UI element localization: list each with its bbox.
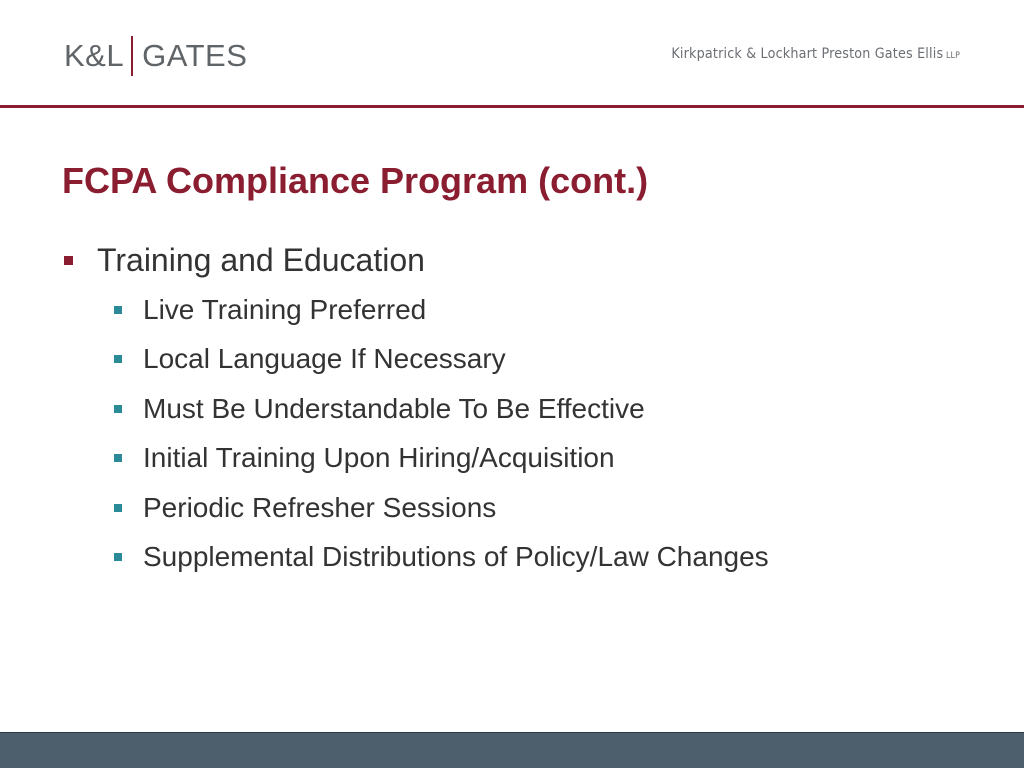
slide-content [62,238,962,582]
sub-bullet-item [114,483,962,533]
square-bullet-icon [114,454,122,462]
logo-divider [131,36,133,76]
logo-left-text: K&L [64,38,125,73]
firm-name-text: Kirkpatrick & Lockhart Preston Gates Ellis [671,46,944,62]
slide-header [0,0,1024,106]
sub-bullet-item [114,285,962,335]
square-bullet-icon [114,504,122,512]
kl-gates-logo [64,36,247,76]
square-bullet-icon [64,256,73,265]
square-bullet-icon [114,306,122,314]
square-bullet-icon [114,355,122,363]
sub-bullet-item [114,434,962,484]
sub-bullet-text: Live Training Preferred [143,293,427,325]
sub-bullet-text: Periodic Refresher Sessions [143,491,497,523]
slide-title: FCPA Compliance Program (cont.) [62,160,649,201]
bullet-text: Training and Education [97,241,425,278]
firm-suffix: LLP [945,51,960,61]
square-bullet-icon [114,553,122,561]
sub-bullet-item [114,533,962,583]
square-bullet-icon [114,405,122,413]
bullet-item [62,238,962,282]
logo-right-text: GATES [142,38,248,73]
header-rule [0,105,1024,108]
sub-bullet-text: Local Language If Necessary [143,343,506,375]
sub-bullet-list [62,285,962,582]
sub-bullet-text: Supplemental Distributions of Policy/Law Changes [143,541,769,573]
sub-bullet-text: Must Be Understandable To Be Effective [143,392,645,424]
firm-name [671,46,960,62]
footer-bar [0,732,1024,768]
sub-bullet-item [114,384,962,434]
sub-bullet-item [114,335,962,385]
sub-bullet-text: Initial Training Upon Hiring/Acquisition [143,442,615,474]
